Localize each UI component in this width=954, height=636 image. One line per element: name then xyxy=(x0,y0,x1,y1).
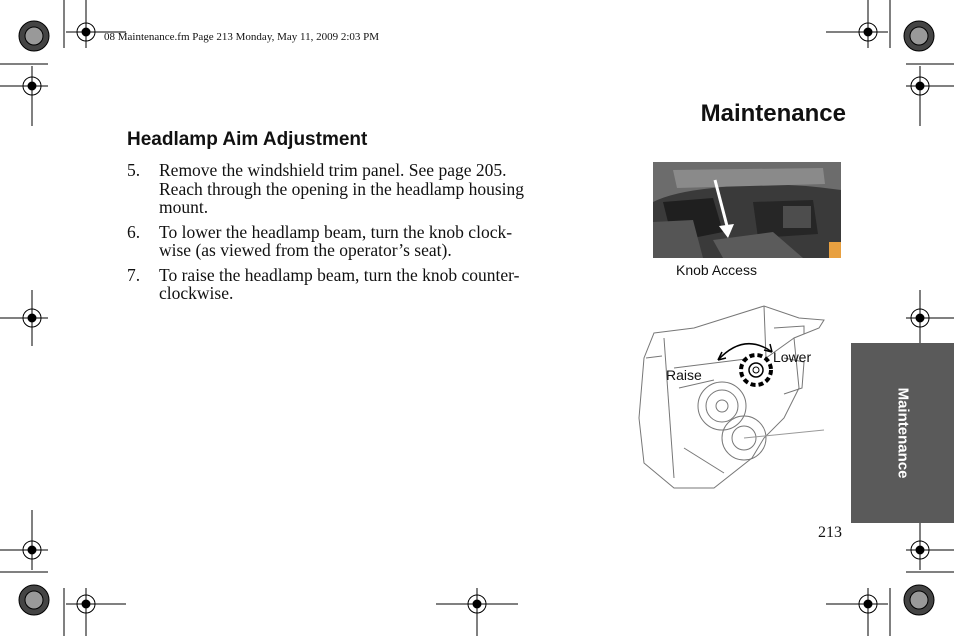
starburst-mark-top-right xyxy=(904,21,934,51)
steps-list xyxy=(127,161,577,309)
step-number: 6. xyxy=(127,221,141,242)
step-text-line: Remove the windshield trim panel. See page 205. xyxy=(159,160,507,180)
step-text-line: To raise the headlamp beam, turn the knob counter- xyxy=(159,264,520,285)
starburst-mark-bottom-right xyxy=(904,585,934,615)
crosshair-mark-top-right xyxy=(826,0,890,48)
chapter-title: Maintenance xyxy=(700,100,846,127)
crosshair-mark-right-upper xyxy=(906,64,954,126)
crosshair-mark-bottom-center xyxy=(436,588,518,636)
crosshair-mark-left-lower xyxy=(0,510,48,572)
lower-label: Lower xyxy=(773,349,812,365)
headlamp-knob-drawing xyxy=(634,298,834,493)
step-item xyxy=(127,161,577,217)
starburst-mark-bottom-left xyxy=(19,585,49,615)
knob-access-photo xyxy=(653,162,841,258)
crosshair-mark-bottom-right xyxy=(826,588,890,636)
crosshair-mark-right-middle xyxy=(906,290,954,346)
starburst-mark-top-left xyxy=(19,21,49,51)
step-number: 7. xyxy=(127,264,141,285)
side-tab xyxy=(851,343,954,523)
step-item xyxy=(127,266,577,303)
step-item xyxy=(127,223,577,260)
header-file-info: 08 Maintenance.fm Page 213 Monday, May 11, 2009 2:03 PM xyxy=(104,31,380,43)
page-number: 213 xyxy=(818,524,842,541)
section-title: Headlamp Aim Adjustment xyxy=(127,129,368,150)
step-text-line: Reach through the opening in the headlamp housing xyxy=(159,178,524,199)
step-text-line: mount. xyxy=(159,197,209,217)
crosshair-mark-left-middle xyxy=(0,290,48,346)
step-text-line: wise (as viewed from the operator’s seat). xyxy=(159,240,452,260)
step-text-line: clockwise. xyxy=(159,283,234,303)
step-number: 5. xyxy=(127,160,141,180)
crosshair-mark-bottom-left xyxy=(64,588,126,636)
step-text-line: To lower the headlamp beam, turn the knob clock- xyxy=(159,221,513,242)
crosshair-mark-left-upper xyxy=(0,64,48,126)
adjust-knob-icon xyxy=(741,355,771,385)
raise-label: Raise xyxy=(666,367,702,383)
photo-caption: Knob Access xyxy=(676,262,757,278)
side-tab-label: Maintenance xyxy=(894,387,911,479)
